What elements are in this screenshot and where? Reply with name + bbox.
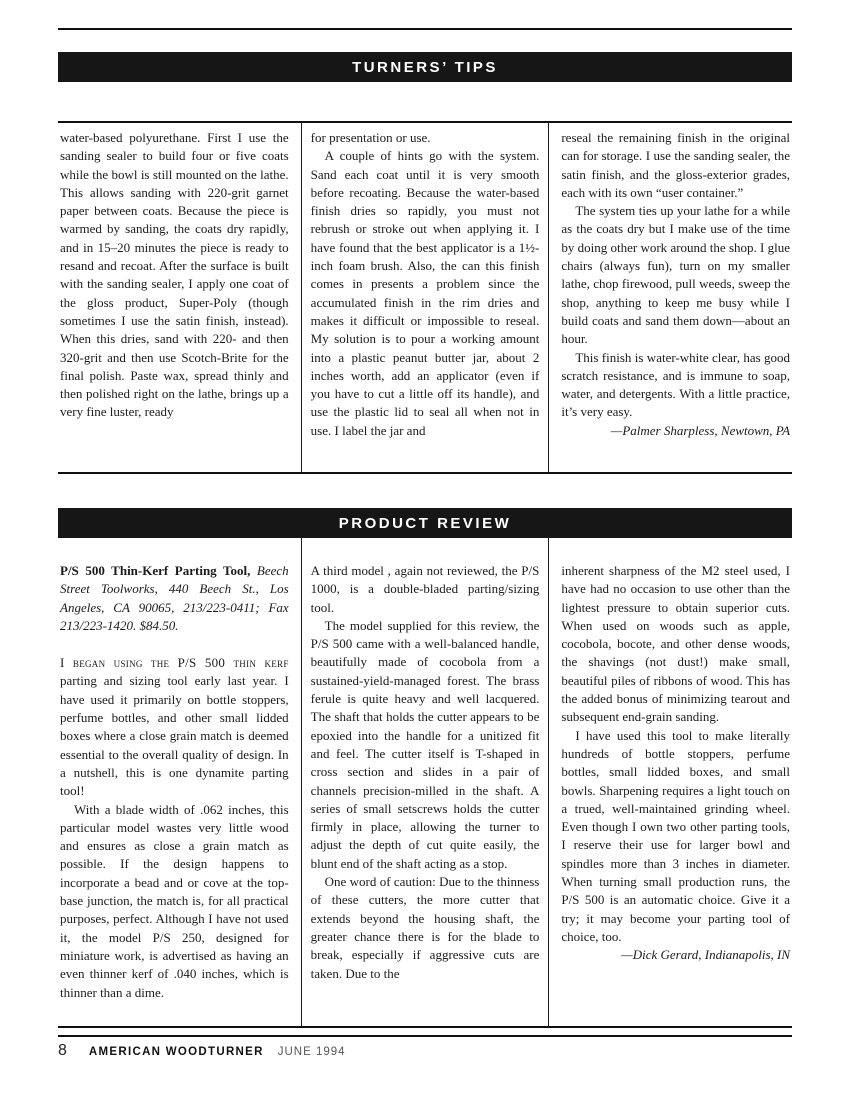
product-name: P/S 500 Thin-Kerf Parting Tool, (60, 563, 251, 578)
page-number: 8 (58, 1042, 67, 1059)
section-title-product-review: PRODUCT REVIEW (338, 514, 512, 532)
paragraph: A third model , again not reviewed, the P/S 1000, is a double-bladed parting/sizing tool. (310, 563, 540, 615)
paragraph: reseal the remaining finish in the original can for storage. I use the sanding sealer, the satin finish, and the gloss-exterior grades, each with its own “user container.” (561, 130, 791, 200)
turners-tips-columns (58, 121, 792, 474)
product-review-columns (58, 538, 792, 1028)
paragraph: A couple of hints go with the system. Sand each coat until it is very smooth before recoating. Because the water-based finish dries so rapidly, you must not rebrush or stroke out when applying it. I have found that the best applicator is a 1½-inch foam brush. Also, the can this finish comes in presents a problem since the accumulated finish in the rim dries and makes it difficult or impossible to reseal. My solution is to pour a working amount into a plastic peanut butter jar, about 2 inches worth, add an applicator (even if you have to cut a little off its handle), and use the plastic lid to seal all when not in use. I label the jar and (310, 148, 540, 438)
top-rule (58, 28, 792, 30)
review-column-3 (548, 538, 792, 1026)
page-content (58, 28, 792, 1060)
review-column-2 (301, 538, 549, 1026)
paragraph: water-based polyurethane. First I use the sanding sealer to build four or five coats while the bowl is still mounted on the lathe. This allows sanding with 220-grit garnet paper between coats. Because the piece is warmed by sanding, the coats dry rapidly, and in 15–20 minutes the piece is ready to resand and recoat. After the surface is built with the sanding sealer, I apply one coat of the gloss product, Super-Poly (though sometimes I use the satin finish, instead). When this dries, sand with 220- and then 320-grit and then use Scotch-Brite for the final polish. Paste wax, spread thinly and then polished right on the lathe, brings up a very fine luster, ready (60, 130, 289, 420)
paragraph: The model supplied for this review, the P/S 500 came with a well-balanced handle, beautifully made of cocobola from a sustained-yield-managed forest. The brass ferule is quite heavy and well lacquered. The shaft that holds the cutter appears to be epoxied into the handle for a unitized fit and feel. The cutter itself is T-shaped in cross section and slides in a pair of channels precision-milled in the shaft. A series of small setscrews holds the cutter firmly in place, allowing the turner to adjust the depth of cut quite easily, the blunt end of the shaft acting as a stop. (310, 617, 540, 871)
paragraph: One word of caution: Due to the thinness of these cutters, the more cutter that extends beyond the housing shaft, the greater chance there is for the blade to break, especially if aggressive cuts are taken. Due to the (310, 874, 540, 981)
page-footer (58, 1035, 792, 1060)
tips-column-2 (301, 123, 549, 472)
review-column-1 (58, 538, 301, 1026)
turners-tips-banner (58, 52, 792, 82)
paragraph: inherent sharpness of the M2 steel used, I have had no occasion to use other than the lightest pressure to obtain superior cuts. When used on woods such as apple, cocobola, bocote, and other dense woods, the shavings (not dust!) make small, beautiful piles of ribbons of wood. This has the added bonus of minimizing tearout and subsequent end-grain sanding. (561, 563, 791, 725)
small-caps-lead-in: I began using the P/S 500 thin kerf (60, 655, 289, 671)
paragraph: for presentation or use. (310, 130, 431, 145)
product-vendor-info: Beech Street Toolworks, 440 Beech St., Los Angeles, CA 90065, 213/223-0411; Fax 213/223-1420. $84.50. (60, 563, 289, 633)
paragraph (60, 654, 289, 800)
product-review-banner (58, 508, 792, 538)
magazine-title: AMERICAN WOODTURNER (88, 1046, 264, 1058)
tips-column-1 (58, 123, 301, 472)
paragraph: With a blade width of .062 inches, this particular model wastes very little wood and ensures as close a grain match as possible. If the design happens to incorporate a bead and or cove at the top-base junction, the match is, for all practical purposes, perfect. Although I have not used it, the model P/S 250, designed for miniature work, is advertised as having an even thinner kerf of .040 inches, which is thinner than a dime. (60, 801, 289, 1000)
section-title-turners-tips: TURNERS’ TIPS (352, 58, 498, 76)
tips-column-3 (548, 123, 792, 472)
paragraph: This finish is water-white clear, has good scratch resistance, and is immune to soap, water, and detergents. With a little practice, it’s very easy. (561, 349, 791, 420)
paragraph-continuation: parting and sizing tool early last year. I have used it primarily on bottle stoppers, perfume bottles, and other small lidded boxes where a close grain match is deemed essential to the overall quality of design. In a nutshell, this is one dynamite parting tool! (60, 673, 289, 799)
product-header (60, 562, 289, 635)
issue-date: JUNE 1994 (277, 1046, 346, 1058)
paragraph: I have used this tool to make literally hundreds of bottle stoppers, perfume bottles, small lidded boxes, and small bowls. Sharpening requires a light touch on a trued, well-maintained grinding wheel. Even though I own two other parting tools, I reserve their use for larger bowl and spindles more than 3 inches in diameter. When turning small production runs, the P/S 500 is an automatic choice. Give it a try; it may become your parting tool of choice, too. (561, 727, 791, 944)
paragraph: The system ties up your lathe for a while as the coats dry but I make use of the time by doing other work around the shop. I glue chairs (always fun), turn on my smaller lathe, chop firewood, pull weeds, sweep the shop, anything to keep me busy while I build coats and sand them down—about an hour. (561, 203, 791, 347)
author-attribution: —Palmer Sharpless, Newtown, PA (610, 422, 791, 438)
author-attribution: —Dick Gerard, Indianapolis, IN (621, 947, 791, 963)
